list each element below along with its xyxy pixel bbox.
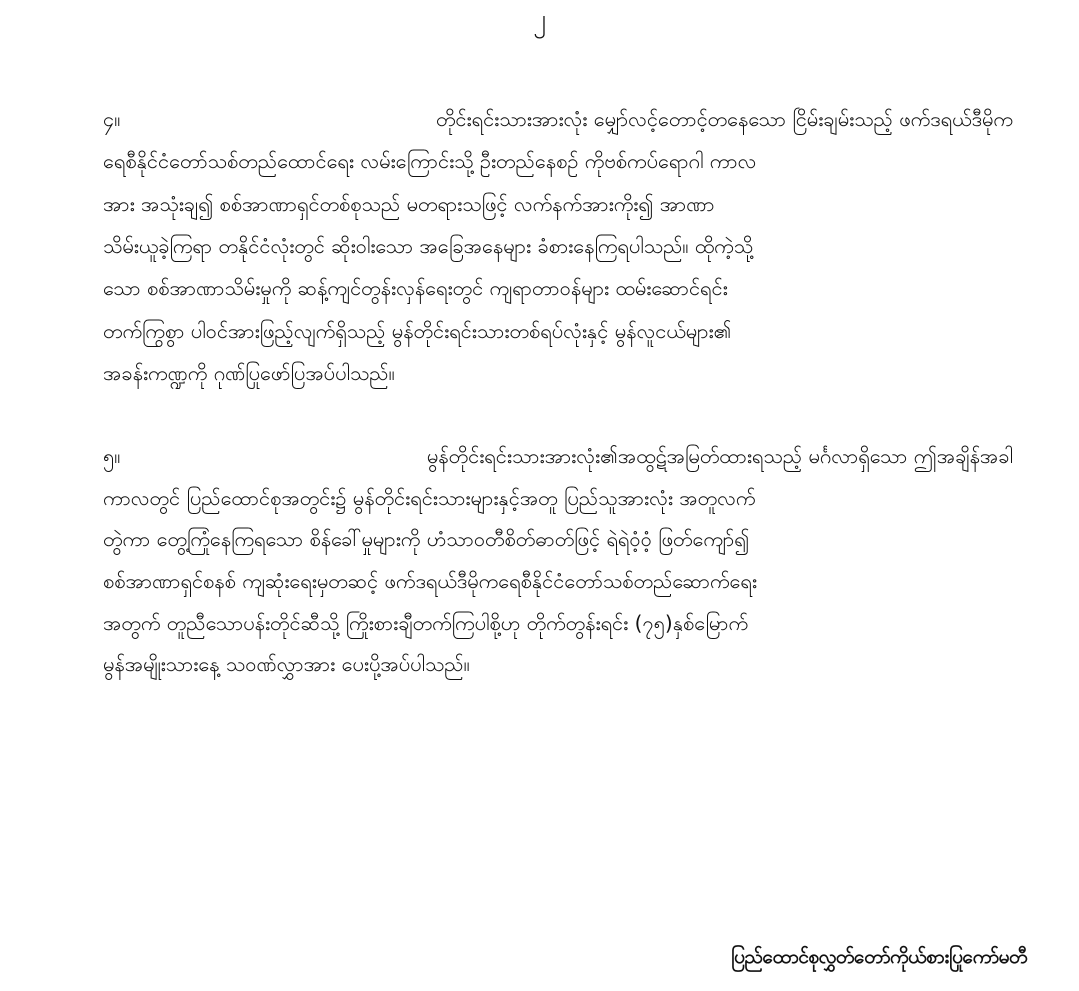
paragraph-line: [103, 562, 1013, 604]
paragraph-line-text: သော စစ်အာဏာသိမ်းမှုကို ဆန့်ကျင်တွန်းလှန်ရေးတွင် ကျရာတာဝန်များ ထမ်းဆောင်ရင်း: [103, 276, 728, 301]
paragraph-line: [103, 142, 1013, 184]
paragraph-line-text: အား အသုံးချ၍ စစ်အာဏာရှင်တစ်စုသည် မတရားသဖြင့် လက်နက်အားကိုး၍ အာဏာ: [103, 191, 715, 216]
paragraph-number: ၄။: [103, 107, 121, 132]
paragraph-line: [103, 604, 1013, 646]
paragraph-line: [103, 479, 1013, 521]
paragraph-line: [103, 645, 1013, 687]
paragraph-line-text: တိုင်းရင်းသားအားလုံး မျှော်လင့်တောင့်တနေသော ငြိမ်းချမ်းသည့် ဖက်ဒရယ်ဒီမိုက: [435, 107, 1013, 132]
paragraph-line-text: မွန်အမျိုးသားနေ့ သဝဏ်လွှာအား ပေးပို့အပ်ပါသည်။: [103, 652, 470, 677]
paragraph-line-text: အတွက် တူညီသောပန်းတိုင်ဆီသို့ ကြိုးစားချီတက်ကြပါစို့ဟု တိုက်တွန်းရင်း (၇၅)နှစ်မြောက်: [103, 610, 749, 635]
paragraph-line: [103, 185, 1013, 227]
paragraph-line: [103, 437, 1013, 479]
paragraph-line: [103, 520, 1013, 562]
paragraph-line: [103, 100, 1013, 142]
paragraph-line-text: မွန်တိုင်းရင်းသားအားလုံး၏အထွဋ်အမြတ်ထားရသည့် မင်္ဂလာရှိသော ဤအချိန်အခါ: [426, 443, 1013, 468]
paragraph-4: [103, 100, 1013, 396]
paragraph-line-text: စစ်အာဏာရှင်စနစ် ကျဆုံးရေးမှတဆင့် ဖက်ဒရယ်ဒီမိုကရေစီနိုင်ငံတော်သစ်တည်ဆောက်ရေး: [103, 568, 757, 593]
paragraph-line-text: တက်ကြွစွာ ပါဝင်အားဖြည့်လျက်ရှိသည့် မွန်တိုင်းရင်းသားတစ်ရပ်လုံးနှင့် မွန်လူငယ်များ၏: [103, 318, 732, 343]
paragraph-line-text: သိမ်းယူခဲ့ကြရာ တနိုင်ငံလုံးတွင် ဆိုးဝါးသော အခြေအနေများ ခံစားနေကြရပါသည်။ ထိုကဲ့သို့: [103, 234, 754, 259]
paragraph-5: [103, 437, 1013, 687]
page-number: ၂: [533, 4, 546, 34]
paragraph-line: [103, 227, 1013, 269]
paragraph-number: ၅။: [103, 443, 121, 468]
paragraph-line-text: တွဲကာ တွေ့ကြုံနေကြရသော စိန်ခေါ်မှုများကို ဟံသာဝတီစိတ်ဓာတ်ဖြင့် ရဲရဲဝံ့ဝံ့ ဖြတ်ကျော်၍: [103, 527, 750, 552]
paragraph-line: [103, 311, 1013, 353]
paragraph-line: [103, 354, 1013, 396]
paragraph-line-text: ကာလတွင် ပြည်ထောင်စုအတွင်း၌ မွန်တိုင်းရင်းသားများနှင့်အတူ ပြည်သူအားလုံး အတူလက်: [103, 485, 756, 510]
paragraph-line-text: ရေစီနိုင်ငံတော်သစ်တည်ထောင်ရေး လမ်းကြောင်းသို့ ဦးတည်နေစဉ် ကိုဗစ်ကပ်ရောဂါ ကာလ: [103, 149, 757, 174]
paragraph-line: [103, 269, 1013, 311]
paragraph-line-text: အခန်းကဏ္ဍကို ဂုဏ်ပြုဖော်ပြအပ်ပါသည်။: [103, 360, 395, 385]
signature-committee-name: ပြည်ထောင်စုလွှတ်တော်ကိုယ်စားပြုကော်မတီ: [730, 946, 1027, 968]
